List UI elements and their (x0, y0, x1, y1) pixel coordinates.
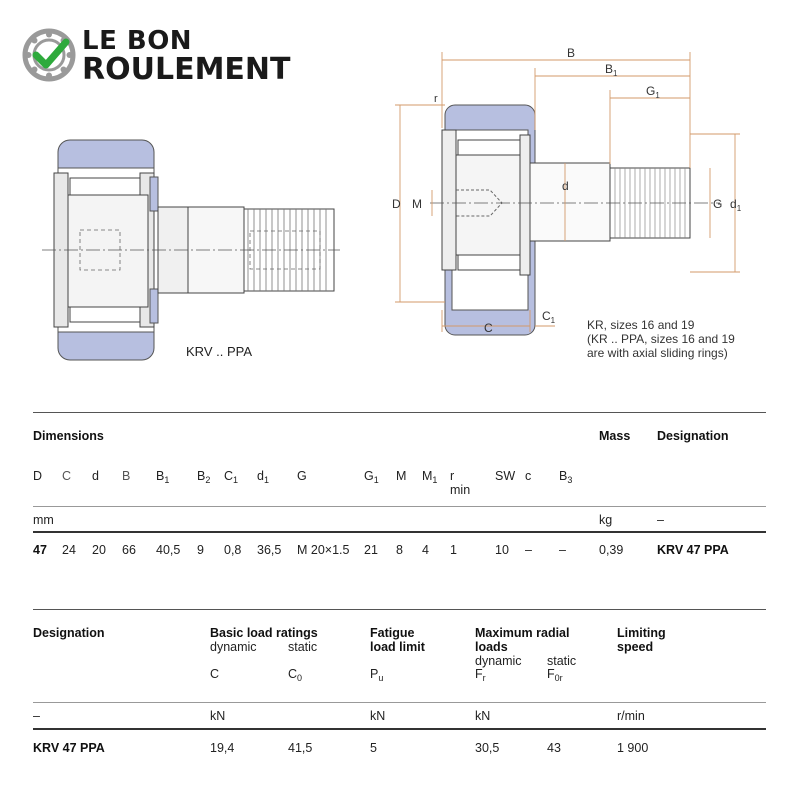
t2-units-speed: r/min (617, 709, 645, 723)
t2-designation-header: Designation (33, 626, 105, 640)
t2-units-basic: kN (210, 709, 226, 723)
svg-text:M: M (412, 197, 422, 211)
dim-label-B: B (567, 46, 576, 60)
svg-text:D: D (392, 197, 401, 211)
table1-header-rule (33, 531, 766, 533)
left-figure-caption: KRV .. PPA (186, 344, 252, 359)
units-dims: mm (33, 513, 54, 527)
dynamic-label: dynamic (210, 640, 257, 654)
table2-top-rule (33, 609, 766, 610)
units-mass: kg (599, 513, 613, 527)
units-designation: – (657, 513, 664, 527)
fatigue-header-1: Fatigue (370, 626, 415, 640)
svg-text:G: G (713, 197, 723, 211)
basic-load-ratings-header: Basic load ratings (210, 626, 318, 640)
sym-Fr: $F_r$ (475, 667, 486, 683)
limiting-header-2: speed (617, 640, 654, 654)
t2-units-fatigue: kN (370, 709, 386, 723)
bearing-check-icon (22, 28, 76, 82)
svg-text:r: r (434, 93, 438, 105)
svg-text:d: d (562, 179, 569, 193)
designation-header: Designation (657, 429, 729, 443)
logo-text-line2: ROULEMENT (82, 52, 291, 87)
sym-C: C (210, 667, 220, 681)
sym-C0: $C_0$ (288, 667, 303, 683)
static2-label: static (547, 654, 577, 668)
limiting-header-1: Limiting (617, 626, 666, 640)
sym-F0r: $F_{0r}$ (547, 667, 563, 683)
svg-text:B1: $B_1$ (605, 62, 618, 78)
sym-Pu: $P_u$ (370, 667, 384, 683)
svg-text:C: C (484, 321, 493, 335)
table2-units-rule (33, 702, 766, 703)
static-label: static (288, 640, 318, 654)
svg-text:d1: $d_1$ (730, 197, 742, 213)
dimensions-header: Dimensions (33, 429, 104, 443)
svg-text:C1: $C_1$ (542, 309, 556, 325)
svg-text:G1: $G_1$ (646, 84, 660, 100)
table1-top-rule (33, 412, 766, 413)
fatigue-header-2: load limit (370, 640, 425, 654)
maxrad-header-1: Maximum radial (475, 626, 570, 640)
right-figure-note: KR, sizes 16 and 19 (KR .. PPA, sizes 16 and 19 are with axial sliding rings) (587, 318, 735, 360)
mass-header: Mass (599, 429, 631, 443)
table2-header-rule (33, 728, 766, 730)
logo-text-line1: LE BON (82, 26, 193, 56)
maxrad-header-2: loads (475, 640, 508, 654)
t2-units-maxrad: kN (475, 709, 491, 723)
cam-follower-3d-drawing (40, 135, 350, 365)
table1-units-rule (33, 506, 766, 507)
t2-units-designation: – (33, 709, 40, 723)
cam-follower-dimension-drawing (390, 40, 770, 340)
dynamic2-label: dynamic (475, 654, 522, 668)
